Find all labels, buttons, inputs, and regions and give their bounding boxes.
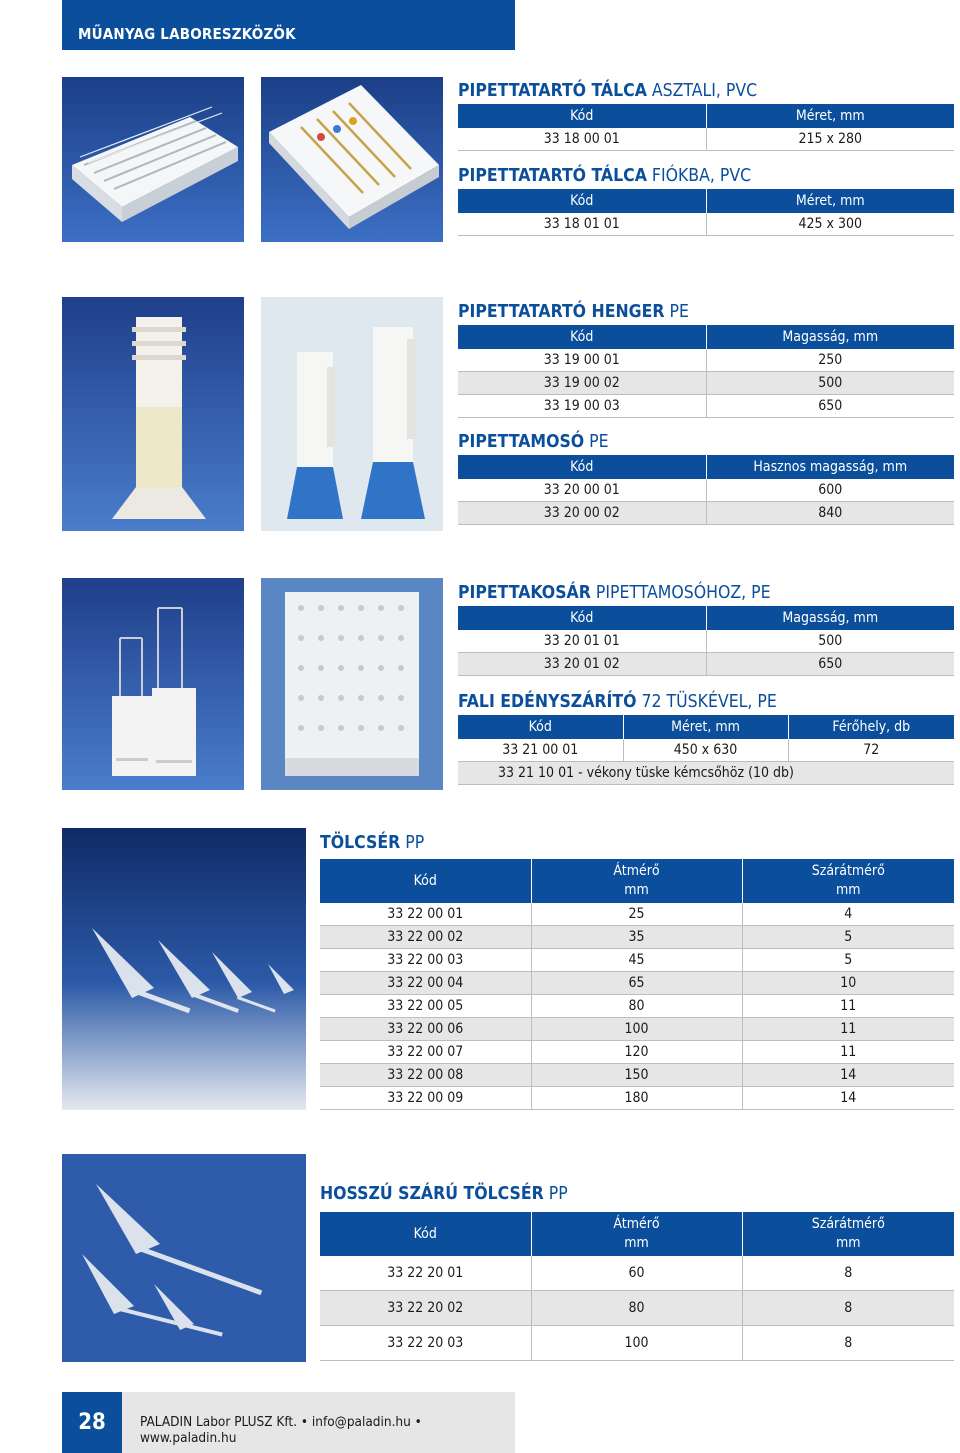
title-rest: PP [400, 833, 425, 853]
title-rest: PP [543, 1184, 568, 1204]
product-photo-long-stem-funnels [62, 1154, 306, 1362]
cell: 33 22 00 06 [320, 1018, 531, 1041]
col-header: Méret, mm [706, 104, 954, 128]
table-row [320, 1291, 954, 1326]
cell: 150 [531, 1064, 742, 1087]
section-title [458, 78, 954, 104]
cell: 33 20 00 02 [458, 502, 706, 525]
col-header: Kód [458, 455, 706, 479]
cell: 33 19 00 01 [458, 349, 706, 372]
spec-table [458, 606, 954, 676]
col-header: Kód [458, 104, 706, 128]
cell: 33 19 00 02 [458, 372, 706, 395]
col-header: Magasság, mm [706, 325, 954, 349]
section-cylinder [458, 299, 954, 418]
spec-table [458, 325, 954, 418]
product-photo-cylinder [62, 297, 244, 531]
title-bold: TÖLCSÉR [320, 833, 401, 853]
footer-bar [122, 1392, 515, 1453]
table-row [458, 349, 954, 372]
cell: 33 19 00 03 [458, 395, 706, 418]
product-photo-tray-drawer [261, 77, 443, 242]
cell: 250 [706, 349, 954, 372]
col-header-line: Szárátmérő [811, 1216, 885, 1232]
table-row [458, 479, 954, 502]
title-bold: HOSSZÚ SZÁRÚ TÖLCSÉR [320, 1184, 544, 1204]
footer-contact: PALADIN Labor PLUSZ Kft. • info@paladin.hu • www.paladin.hu [140, 1414, 422, 1446]
col-header: Hasznos magasság, mm [706, 455, 954, 479]
section-drying-rack [458, 689, 954, 785]
table-row [320, 1018, 954, 1041]
col-header-line: Átmérő [613, 863, 660, 879]
section-title [458, 689, 954, 715]
col-header [742, 859, 954, 903]
spec-table [458, 189, 954, 236]
cell: 14 [742, 1087, 954, 1110]
col-header: Kód [320, 1212, 531, 1256]
cell: 11 [742, 1018, 954, 1041]
section-pipette-basket [458, 580, 954, 676]
table-row [320, 1087, 954, 1110]
col-header-line: Szárátmérő [811, 863, 885, 879]
table-row [458, 739, 954, 762]
section-title [320, 830, 954, 856]
cell: 72 [788, 739, 954, 762]
col-header: Méret, mm [706, 189, 954, 213]
cell: 215 x 280 [706, 128, 954, 151]
title-rest: PE [584, 432, 609, 452]
cell: 80 [531, 1291, 742, 1326]
col-header [531, 1212, 742, 1256]
table-row [320, 949, 954, 972]
title-rest: ASZTALI, PVC [646, 81, 758, 101]
table-row [320, 1326, 954, 1361]
cell: 25 [531, 903, 742, 926]
table-row [458, 128, 954, 151]
col-header [531, 859, 742, 903]
spec-table [458, 715, 954, 785]
cell: 33 22 00 09 [320, 1087, 531, 1110]
section-funnel [320, 830, 954, 1110]
cell: 65 [531, 972, 742, 995]
section-title [458, 429, 954, 455]
table-row [458, 630, 954, 653]
table-row [458, 653, 954, 676]
section-pipette-washer [458, 429, 954, 525]
cell: 450 x 630 [623, 739, 788, 762]
title-rest: PIPETTAMOSÓHOZ, PE [590, 583, 771, 603]
table-row [320, 995, 954, 1018]
spec-table [320, 859, 954, 1110]
cell: 100 [531, 1018, 742, 1041]
cell: 11 [742, 1041, 954, 1064]
title-bold: FALI EDÉNYSZÁRÍTÓ [458, 692, 637, 712]
cell: 33 20 01 01 [458, 630, 706, 653]
section-title [458, 580, 954, 606]
col-header: Magasság, mm [706, 606, 954, 630]
cell: 33 22 20 02 [320, 1291, 531, 1326]
spec-table [458, 104, 954, 151]
cell: 14 [742, 1064, 954, 1087]
section-title [320, 1181, 954, 1207]
cell: 33 22 00 01 [320, 903, 531, 926]
cell: 33 22 00 03 [320, 949, 531, 972]
col-header-unit: mm [624, 882, 649, 898]
cell: 33 18 01 01 [458, 213, 706, 236]
cell: 100 [531, 1326, 742, 1361]
product-photo-drying-rack [261, 578, 443, 790]
product-photo-pipette-basket [62, 578, 244, 790]
table-row [320, 972, 954, 995]
spec-table [320, 1212, 954, 1361]
note-cell: 33 21 10 01 - vékony tüske kémcsőhöz (10 db) [458, 762, 954, 785]
cell: 33 22 00 02 [320, 926, 531, 949]
cell: 33 22 00 08 [320, 1064, 531, 1087]
title-bold: PIPETTATARTÓ TÁLCA [458, 166, 647, 186]
product-photo-tray-benchtop [62, 77, 244, 242]
col-header: Kód [458, 715, 623, 739]
section-title [458, 299, 954, 325]
category-header [62, 0, 515, 50]
cell: 650 [706, 653, 954, 676]
cell: 8 [742, 1291, 954, 1326]
col-header-unit: mm [835, 882, 861, 898]
cell: 33 22 20 01 [320, 1256, 531, 1291]
col-header: Kód [458, 325, 706, 349]
title-bold: PIPETTAMOSÓ [458, 432, 585, 452]
section-drawer-tray [458, 163, 954, 236]
col-header: Kód [320, 859, 531, 903]
spec-table [458, 455, 954, 525]
title-bold: PIPETTATARTÓ TÁLCA [458, 81, 647, 101]
cell: 33 18 00 01 [458, 128, 706, 151]
cell: 180 [531, 1087, 742, 1110]
cell: 5 [742, 949, 954, 972]
cell: 33 22 00 04 [320, 972, 531, 995]
cell: 5 [742, 926, 954, 949]
cell: 650 [706, 395, 954, 418]
cell: 840 [706, 502, 954, 525]
cell: 8 [742, 1256, 954, 1291]
cell: 33 22 00 05 [320, 995, 531, 1018]
table-row [320, 1256, 954, 1291]
cell: 4 [742, 903, 954, 926]
cell: 500 [706, 630, 954, 653]
cell: 600 [706, 479, 954, 502]
col-header: Kód [458, 189, 706, 213]
table-row [320, 903, 954, 926]
table-row [458, 502, 954, 525]
product-photo-pipette-washer [261, 297, 443, 531]
cell: 33 20 01 02 [458, 653, 706, 676]
section-benchtop-tray [458, 78, 954, 151]
title-rest: PE [664, 302, 689, 322]
table-row [458, 372, 954, 395]
cell: 80 [531, 995, 742, 1018]
col-header: Kód [458, 606, 706, 630]
col-header-unit: mm [835, 1235, 861, 1251]
table-row [458, 395, 954, 418]
col-header: Férőhely, db [788, 715, 954, 739]
cell: 35 [531, 926, 742, 949]
cell: 500 [706, 372, 954, 395]
title-bold: PIPETTATARTÓ HENGER [458, 302, 665, 322]
title-rest: FIÓKBA, PVC [646, 166, 752, 186]
col-header: Méret, mm [623, 715, 788, 739]
table-row-note [458, 762, 954, 785]
table-row [320, 1041, 954, 1064]
category-title: MŰANYAG LABORESZKÖZÖK [78, 25, 296, 43]
title-bold: PIPETTAKOSÁR [458, 583, 591, 603]
table-row [458, 213, 954, 236]
title-rest: 72 TÜSKÉVEL, PE [636, 692, 777, 712]
col-header-line: Átmérő [613, 1216, 660, 1232]
section-title [458, 163, 954, 189]
cell: 120 [531, 1041, 742, 1064]
table-row [320, 1064, 954, 1087]
col-header-unit: mm [624, 1235, 649, 1251]
cell: 60 [531, 1256, 742, 1291]
section-long-stem-funnel [320, 1181, 954, 1361]
cell: 10 [742, 972, 954, 995]
product-photo-funnels [62, 828, 306, 1110]
cell: 33 22 00 07 [320, 1041, 531, 1064]
cell: 425 x 300 [706, 213, 954, 236]
cell: 33 22 20 03 [320, 1326, 531, 1361]
table-row [320, 926, 954, 949]
cell: 33 21 00 01 [458, 739, 623, 762]
cell: 33 20 00 01 [458, 479, 706, 502]
cell: 11 [742, 995, 954, 1018]
cell: 8 [742, 1326, 954, 1361]
cell: 45 [531, 949, 742, 972]
page-number: 28 [62, 1392, 122, 1453]
col-header [742, 1212, 954, 1256]
